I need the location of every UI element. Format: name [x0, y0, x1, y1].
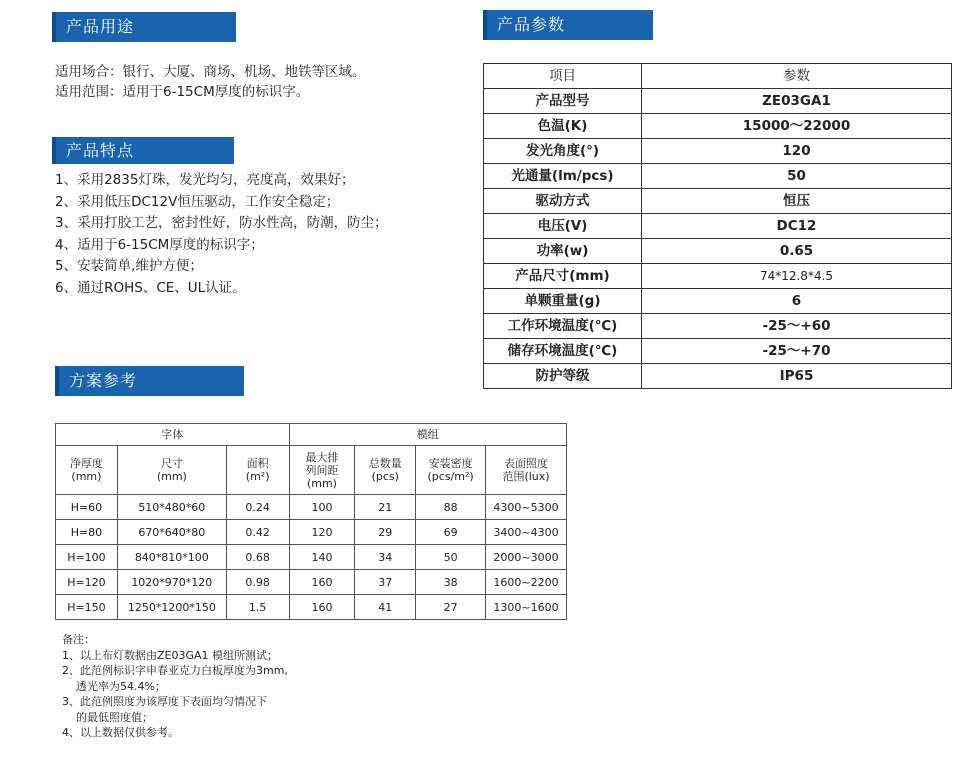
- param-key: 单颗重量(g): [484, 289, 642, 314]
- scheme-cell: 670*640*80: [117, 520, 226, 545]
- scheme-header-cell: 最大排 列间距 (mm): [289, 446, 355, 495]
- usage-line: 适用范围：适用于6-15CM厚度的标识字。: [55, 84, 310, 100]
- scheme-cell: 21: [355, 495, 416, 520]
- scheme-cell: 0.24: [226, 495, 289, 520]
- scheme-cell: H=120: [56, 570, 118, 595]
- header-accent: [483, 10, 487, 40]
- params-row: [484, 89, 952, 114]
- scheme-header-cell: 面积 (m²): [226, 446, 289, 495]
- param-value: IP65: [642, 364, 952, 389]
- scheme-cell: 510*480*60: [117, 495, 226, 520]
- feature-item: 4、适用于6-15CM厚度的标识字；: [55, 236, 264, 253]
- scheme-cell: 1.5: [226, 595, 289, 620]
- param-value: DC12: [642, 214, 952, 239]
- param-value: 50: [642, 164, 952, 189]
- note-line: 2、此范例标识字申春亚克力白板厚度为3mm,: [62, 664, 288, 677]
- usage-section-header: [52, 12, 236, 42]
- scheme-cell: 0.98: [226, 570, 289, 595]
- features-section-header: [52, 137, 234, 164]
- param-value: 120: [642, 139, 952, 164]
- scheme-cell: 160: [289, 595, 355, 620]
- params-row: [484, 339, 952, 364]
- scheme-section-title: 方案参考: [69, 371, 138, 390]
- scheme-cell: 27: [416, 595, 486, 620]
- usage-text: [55, 62, 366, 102]
- param-key: 驱动方式: [484, 189, 642, 214]
- scheme-cell: 50: [416, 545, 486, 570]
- note-line: 1、以上布灯数据由ZE03GA1 模组所测试；: [62, 648, 279, 662]
- scheme-cell: 3400~4300: [486, 520, 567, 545]
- param-key: 防护等级: [484, 364, 642, 389]
- scheme-cell: H=150: [56, 595, 118, 620]
- feature-item: 6、通过ROHS、CE、UL认证。: [55, 279, 246, 296]
- note-line: 透光率为54.4%；: [62, 679, 166, 693]
- header-accent: [52, 137, 56, 164]
- scheme-cell: 0.42: [226, 520, 289, 545]
- scheme-cell: 37: [355, 570, 416, 595]
- scheme-header-cell: 总数量 (pcs): [355, 446, 416, 495]
- params-row: [484, 114, 952, 139]
- scheme-cell: 840*810*100: [117, 545, 226, 570]
- feature-item: 3、采用打胶工艺，密封性好，防水性高，防潮，防尘；: [55, 215, 388, 231]
- param-key: 产品型号: [484, 89, 642, 114]
- scheme-cell: 34: [355, 545, 416, 570]
- scheme-header-cell: 净厚度 (mm): [56, 446, 118, 495]
- notes-block: [62, 632, 288, 741]
- scheme-group-module: 模组: [289, 424, 566, 446]
- scheme-cell: 41: [355, 595, 416, 620]
- header-accent: [55, 366, 59, 396]
- note-line: 4、以上数据仅供参考。: [62, 726, 179, 739]
- param-key: 色温(K): [484, 114, 642, 139]
- params-header-value: 参数: [642, 64, 952, 89]
- scheme-cell: 1020*970*120: [117, 570, 226, 595]
- feature-item: 1、采用2835灯珠，发光均匀，亮度高，效果好；: [55, 172, 355, 188]
- params-row: [484, 189, 952, 214]
- scheme-cell: H=60: [56, 495, 118, 520]
- scheme-table: [55, 423, 567, 620]
- features-section-title: 产品特点: [66, 141, 135, 160]
- params-row: [484, 214, 952, 239]
- scheme-header-cell: 表面照度 范围(lux): [486, 446, 567, 495]
- params-row: [484, 289, 952, 314]
- param-value: 6: [642, 289, 952, 314]
- params-table: [483, 63, 952, 389]
- scheme-cell: 4300~5300: [486, 495, 567, 520]
- params-section-header: [483, 10, 653, 40]
- scheme-section-header: [55, 366, 244, 396]
- notes-title: 备注：: [62, 633, 95, 646]
- params-row: [484, 139, 952, 164]
- scheme-cell: 1250*1200*150: [117, 595, 226, 620]
- param-value: -25～+70: [642, 339, 952, 364]
- feature-item: 2、采用低压DC12V恒压驱动，工作安全稳定；: [55, 193, 340, 210]
- params-row: [484, 164, 952, 189]
- param-key: 工作环境温度(℃): [484, 314, 642, 339]
- params-row: [484, 314, 952, 339]
- params-header-row: [484, 64, 952, 89]
- param-value: 15000～22000: [642, 114, 952, 139]
- param-value: 0.65: [642, 239, 952, 264]
- feature-item: 5、安装简单,维护方便；: [55, 258, 203, 274]
- scheme-row: [56, 520, 567, 545]
- param-key: 电压(V): [484, 214, 642, 239]
- params-section-title: 产品参数: [497, 15, 566, 34]
- scheme-cell: 0.68: [226, 545, 289, 570]
- note-line: 的最低照度值；: [62, 710, 153, 724]
- scheme-cell: 1600~2200: [486, 570, 567, 595]
- usage-line: 适用场合：银行、大厦、商场、机场、地铁等区域。: [55, 64, 366, 80]
- param-value: 74*12.8*4.5: [642, 264, 952, 289]
- scheme-cell: 69: [416, 520, 486, 545]
- param-key: 储存环境温度(℃): [484, 339, 642, 364]
- note-line: 3、此范例照度为该厚度下表面均匀情况下: [62, 695, 267, 708]
- scheme-row: [56, 545, 567, 570]
- scheme-header-row: [56, 446, 567, 495]
- scheme-cell: 1300~1600: [486, 595, 567, 620]
- scheme-group-row: [56, 424, 567, 446]
- param-key: 产品尺寸(mm): [484, 264, 642, 289]
- scheme-cell: 140: [289, 545, 355, 570]
- scheme-row: [56, 570, 567, 595]
- params-header-item: 项目: [484, 64, 642, 89]
- scheme-cell: 100: [289, 495, 355, 520]
- scheme-row: [56, 595, 567, 620]
- param-key: 光通量(lm/pcs): [484, 164, 642, 189]
- features-list: [55, 170, 388, 299]
- scheme-cell: 38: [416, 570, 486, 595]
- scheme-cell: H=80: [56, 520, 118, 545]
- scheme-cell: 160: [289, 570, 355, 595]
- scheme-group-font: 字体: [56, 424, 290, 446]
- param-value: -25～+60: [642, 314, 952, 339]
- scheme-cell: 88: [416, 495, 486, 520]
- params-row: [484, 364, 952, 389]
- param-key: 发光角度(°): [484, 139, 642, 164]
- scheme-cell: 120: [289, 520, 355, 545]
- scheme-cell: 2000~3000: [486, 545, 567, 570]
- usage-section-title: 产品用途: [66, 17, 135, 36]
- param-value: ZE03GA1: [642, 89, 952, 114]
- scheme-header-cell: 尺寸 (mm): [117, 446, 226, 495]
- scheme-cell: 29: [355, 520, 416, 545]
- scheme-row: [56, 495, 567, 520]
- params-row: [484, 264, 952, 289]
- scheme-cell: H=100: [56, 545, 118, 570]
- header-accent: [52, 12, 56, 42]
- param-key: 功率(w): [484, 239, 642, 264]
- params-row: [484, 239, 952, 264]
- param-value: 恒压: [642, 189, 952, 214]
- scheme-header-cell: 安装密度 (pcs/m²): [416, 446, 486, 495]
